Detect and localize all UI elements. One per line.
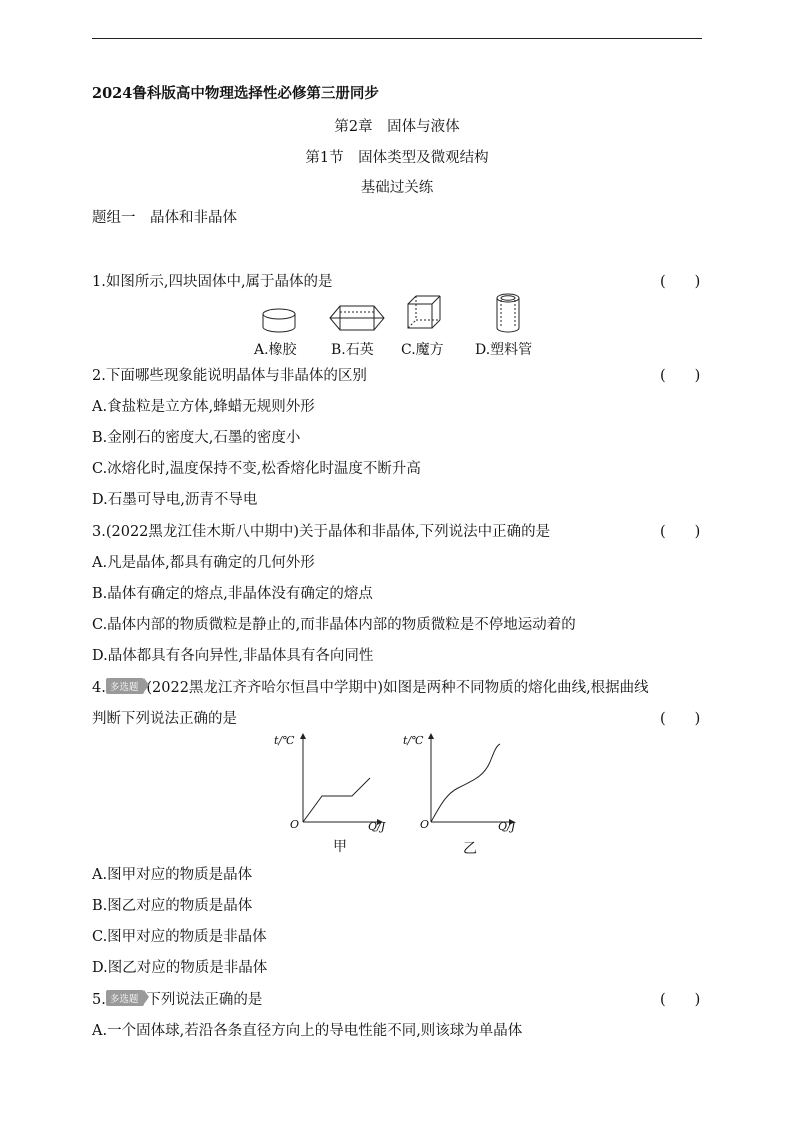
q4-answer-paren: ( ) bbox=[660, 711, 701, 727]
jia-melting-curve bbox=[303, 778, 370, 822]
q4-option-a: A.图甲对应的物质是晶体 bbox=[92, 867, 253, 883]
series-title: 2024鲁科版高中物理选择性必修第三册同步 bbox=[92, 85, 379, 102]
q1-figures bbox=[250, 290, 550, 338]
q4-stem-text: (2022黑龙江齐齐哈尔恒昌中学期中)如图是两种不同物质的熔化曲线,根据曲线 bbox=[146, 680, 649, 696]
yi-origin: O bbox=[420, 818, 430, 831]
graph-jia bbox=[300, 730, 390, 830]
q2-option-d: D.石墨可导电,沥青不导电 bbox=[92, 492, 258, 508]
q1-label-a: A.橡胶 bbox=[254, 342, 297, 358]
q3-stem: 3.(2022黑龙江佳木斯八中期中)关于晶体和非晶体,下列说法中正确的是 bbox=[92, 524, 551, 540]
jia-caption: 甲 bbox=[333, 839, 347, 855]
q5-stem-text: 下列说法正确的是 bbox=[146, 992, 263, 1008]
q1-stem: 1.如图所示,四块固体中,属于晶体的是 bbox=[92, 274, 333, 290]
q4-option-b: B.图乙对应的物质是晶体 bbox=[92, 898, 253, 914]
q1-label-d: D.塑料管 bbox=[475, 342, 533, 358]
chapter-title: 第2章 固体与液体 bbox=[334, 119, 460, 135]
q4-stem-line2: 判断下列说法正确的是 bbox=[92, 711, 237, 727]
graph-yi bbox=[428, 730, 523, 830]
q4-option-c: C.图甲对应的物质是非晶体 bbox=[92, 929, 267, 945]
q4-option-d: D.图乙对应的物质是非晶体 bbox=[92, 960, 268, 976]
section-title: 第1节 固体类型及微观结构 bbox=[305, 150, 489, 166]
level-title: 基础过关练 bbox=[360, 180, 434, 196]
quartz-crystal-icon bbox=[330, 306, 384, 330]
q3-option-a: A.凡是晶体,都具有确定的几何外形 bbox=[92, 555, 315, 571]
q4-number: 4. bbox=[92, 680, 106, 696]
q4-stem-line1 bbox=[92, 676, 649, 697]
q5-multi-choice-tag: 多选题 bbox=[106, 990, 145, 1006]
q1-answer-paren: ( ) bbox=[660, 274, 701, 290]
rubber-disk-icon bbox=[263, 309, 295, 332]
jia-y-label: t/℃ bbox=[274, 734, 295, 747]
q3-option-b: B.晶体有确定的熔点,非晶体没有确定的熔点 bbox=[92, 586, 373, 602]
q3-answer-paren: ( ) bbox=[660, 524, 701, 540]
yi-y-label: t/℃ bbox=[403, 734, 424, 747]
yi-x-label: Q/J bbox=[498, 820, 516, 833]
cube-icon bbox=[408, 296, 440, 328]
q5-stem bbox=[92, 988, 262, 1009]
q2-option-c: C.冰熔化时,温度保持不变,松香熔化时温度不断升高 bbox=[92, 461, 421, 477]
q1-label-b: B.石英 bbox=[331, 342, 374, 358]
q3-option-c: C.晶体内部的物质微粒是静止的,而非晶体内部的物质微粒是不停地运动着的 bbox=[92, 617, 576, 633]
q5-answer-paren: ( ) bbox=[660, 992, 701, 1008]
q2-stem: 2.下面哪些现象能说明晶体与非晶体的区别 bbox=[92, 368, 367, 384]
jia-x-label: Q/J bbox=[368, 820, 386, 833]
jia-origin: O bbox=[290, 818, 300, 831]
yi-melting-curve bbox=[431, 744, 500, 822]
q1-label-c: C.魔方 bbox=[401, 342, 444, 358]
group-title: 题组一 晶体和非晶体 bbox=[92, 210, 237, 226]
plastic-tube-icon bbox=[497, 294, 519, 332]
header-rule bbox=[92, 38, 702, 39]
q2-answer-paren: ( ) bbox=[660, 368, 701, 384]
q3-option-d: D.晶体都具有各向异性,非晶体具有各向同性 bbox=[92, 648, 374, 664]
q2-option-b: B.金刚石的密度大,石墨的密度小 bbox=[92, 430, 301, 446]
q2-option-a: A.食盐粒是立方体,蜂蜡无规则外形 bbox=[92, 399, 315, 415]
q5-option-a: A.一个固体球,若沿各条直径方向上的导电性能不同,则该球为单晶体 bbox=[92, 1023, 523, 1039]
q5-number: 5. bbox=[92, 992, 106, 1008]
yi-caption: 乙 bbox=[463, 841, 477, 857]
q4-multi-choice-tag: 多选题 bbox=[106, 678, 145, 694]
